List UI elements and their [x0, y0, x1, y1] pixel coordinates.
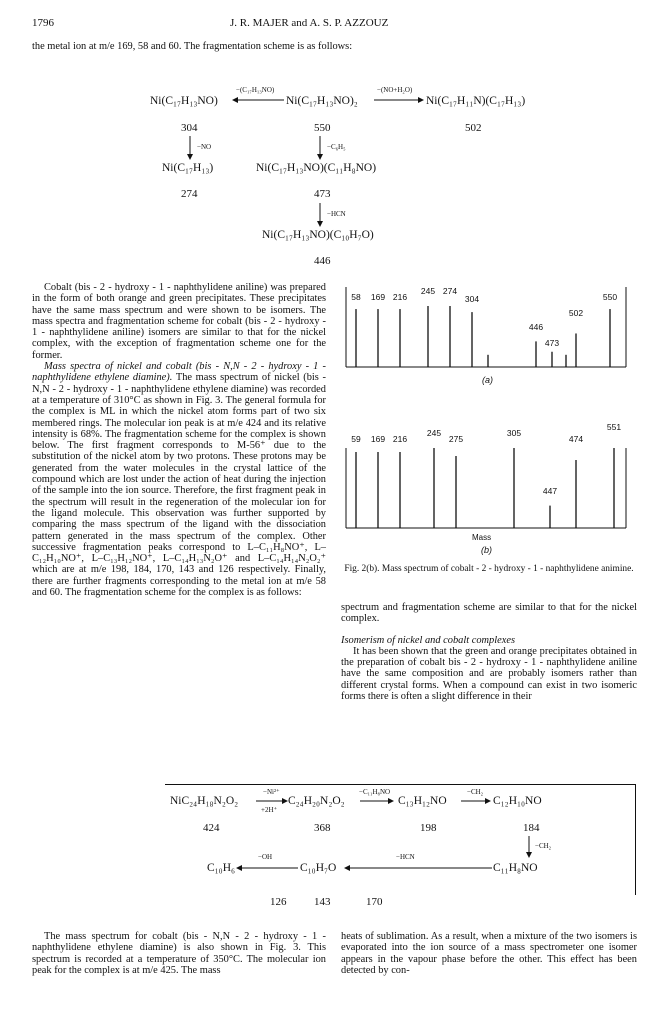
mass-spectrum-figure: [338, 280, 640, 562]
scheme2-f5: C₁₀H₆: [207, 862, 236, 874]
peak-label: 551: [606, 422, 622, 432]
section-heading-mass-spectra: Mass spectra of nickel and cobalt (bis - N,N - 2 - hydroxy - 1 - naphthylidene ethylene diamine).: [32, 361, 326, 384]
arrow-left-icon: [236, 864, 298, 872]
arrow-down-icon: [525, 836, 533, 858]
arrow-left-icon: [344, 864, 492, 872]
peak-label: 169: [370, 434, 386, 444]
peak-label: 305: [506, 428, 522, 438]
x-axis-label: Mass: [472, 533, 492, 542]
scheme2-a5: −HCN: [396, 853, 415, 861]
paragraph-isomerism: It has been shown that the green and orange precipitates obtained in the preparation of cobalt bis - 2 - hydroxy - 1 - naphthylidene aniline have the same composition and are probably isomers rather than different crystal forms. When a compound can exist in two isomeric forms there is often a slight difference in their: [341, 645, 637, 703]
mass-170: 170: [366, 896, 383, 908]
paragraph-cobalt-isomers: Cobalt (bis - 2 - hydroxy - 1 - naphthylidene aniline) was prepared in the form of both orange and green precipitates. These precipitates have the same mass spectrum and were shown to be isomers. The mass spectra and fragmentation scheme for cobalt (bis - 2 - hydroxy - 1 - naphthylidene aniline) isomers are similar to that for the nickel complex, with the exception of fragmentation scheme one for the former.: [32, 282, 326, 361]
scheme2-a1-top: −Ni²⁺: [263, 788, 280, 796]
scheme2-f3: C₁₃H₁₂NO: [398, 795, 447, 807]
mass-550: 550: [314, 122, 331, 134]
arrow-right-icon: [256, 797, 288, 805]
paragraph-nickel-spectrum: The mass spectrum of nickel (bis - N,N - 2 - hydroxy - 1 - naphthylidene ethylene diamine) was recorded at a temperature of 310°C as shown in Fig. 3. The general formula for the complex is ML in which the nickel atom forms part of two six membered rings. The molecular ion peak is at m/e 424 and its relative intensity is 68%. The fragmentation scheme for the complex is shown below. The first fragment corresponds to M-56⁺ due to the substitution of the nickel atom by two protons. These protons may be generated from the water molecules in the crystal lattice of the compound which are lost under the action of heat during the injection of the sample into the ion source. Therefore, the first fragment peak in the spectrum will result in the regeneration of the molecular ion for the ligand molecule. This observation was further supported by comparing the mass spectrum of the ligand with the dissociation pattern generated in the mass spectrum of the complex. Other successive fragmentation peaks correspond to L–C₁₁H₈NO⁺, L–C₁₂H₁₀NO⁺, L–C₁₃H₁₂NO⁺, L–C₁₄H₁₃N₂O⁺ and L–C₁₄H₁₄N₂O₂⁺ which are at m/e 198, 184, 170, 143 and 126 respectively. Finally, there are further fragments corresponding to the metal ion at m/e 58 and 60. The fragmentation scheme for the complex is as follows:: [32, 372, 326, 599]
peak-label: 474: [568, 434, 584, 444]
peak-label: 169: [370, 292, 386, 302]
peak-label: 447: [542, 486, 558, 496]
mass-304: 304: [181, 122, 198, 134]
figure-caption: Fig. 2(b). Mass spectrum of cobalt - 2 - hydroxy - 1 - naphthylidene animine.: [344, 564, 634, 574]
mass-368: 368: [314, 822, 331, 834]
scheme1-arrow2-label: −(NO+H₂O): [377, 86, 413, 94]
running-title: J. R. MAJER and A. S. P. AZZOUZ: [230, 17, 389, 29]
peak-label: 216: [392, 434, 408, 444]
scheme2-a1-bottom: +2H⁺: [261, 806, 278, 814]
peak-label: 216: [392, 292, 408, 302]
mass-184: 184: [523, 822, 540, 834]
intro-line: the metal ion at m/e 169, 58 and 60. The fragmentation scheme is as follows:: [32, 41, 353, 52]
scheme1-loss-hcn: −HCN: [327, 210, 346, 218]
arrow-left-icon: [232, 96, 284, 104]
mass-198: 198: [420, 822, 437, 834]
peak-label: 473: [544, 338, 560, 348]
scheme2-a2: −C₁₁H₈NO: [359, 788, 391, 796]
mass-143: 143: [314, 896, 331, 908]
subfigure-a-label: (a): [482, 375, 493, 385]
right-column: [341, 602, 637, 702]
scheme1-loss-no: −NO: [197, 143, 212, 151]
peak-label: 274: [442, 286, 458, 296]
peak-label: 304: [464, 294, 480, 304]
scheme1-f5: Ni(C₁₇H₁₃NO)(C₁₁H₈NO): [256, 162, 377, 174]
peak-label: 275: [448, 434, 464, 444]
scheme1-f3: Ni(C₁₇H₁₁N)(C₁₇H₁₃): [426, 95, 526, 107]
scheme2-f4: C₁₂H₁₀NO: [493, 795, 542, 807]
page-number: 1796: [32, 17, 54, 29]
mass-502: 502: [465, 122, 482, 134]
paragraph-cobalt-similar: spectrum and fragmentation scheme are similar to that for the nickel complex.: [341, 602, 637, 625]
peak-label: 502: [568, 308, 584, 318]
arrow-right-icon: [374, 96, 424, 104]
peak-label: 245: [420, 286, 436, 296]
scheme1-arrow1-label: −(C₁₇H₁₃NO): [236, 86, 275, 94]
peak-label: 550: [602, 292, 618, 302]
scheme1-f2: Ni(C₁₇H₁₃NO)₂: [286, 95, 358, 107]
peak-label: 245: [426, 428, 442, 438]
mass-274: 274: [181, 188, 198, 200]
arrow-right-icon: [360, 797, 394, 805]
scheme1-f6: Ni(C₁₇H₁₃NO)(C₁₀H₇O): [262, 229, 374, 241]
mass-424: 424: [203, 822, 220, 834]
section-heading-isomerism: Isomerism of nickel and cobalt complexes: [341, 634, 515, 646]
scheme2-f7: C₁₁H₈NO: [493, 862, 538, 874]
peak-label: 58: [351, 292, 361, 302]
scheme2-a4: −OH: [258, 853, 273, 861]
peak-label: 59: [351, 434, 361, 444]
scheme1-f4: Ni(C₁₇H₁₃): [162, 162, 214, 174]
scheme2-a3: −CH₂: [467, 788, 484, 796]
scheme2-f6: C₁₀H₇O: [300, 862, 337, 874]
scheme1-loss-c6h5: −C₆H₅: [327, 143, 346, 151]
scheme2-f2: C₂₄H₂₀N₂O₂: [288, 795, 345, 807]
arrow-down-icon: [186, 136, 194, 160]
mass-473: 473: [314, 188, 331, 200]
subfigure-b-label: (b): [481, 545, 492, 555]
scheme2-loss-ch2: −CH₂: [535, 842, 552, 850]
mass-126: 126: [270, 896, 287, 908]
left-column: [32, 282, 326, 598]
scheme1-f1: Ni(C₁₇H₁₃NO): [150, 95, 218, 107]
paragraph-cobalt-spectrum: The mass spectrum for cobalt (bis - N,N - 2 - hydroxy - 1 - naphthylidene ethylene diamine) is also shown in Fig. 3. This spectrum is recorded at a temperature of 350°C. The molecular ion peak for the complex is at m/e 425. The mass: [32, 931, 326, 976]
paragraph-sublimation: heats of sublimation. As a result, when a mixture of the two isomers is evaporated into the ion source of a mass spectrometer one isomer appears in the vapour phase before the other. This effect has been detected by con-: [341, 931, 637, 976]
mass-446: 446: [314, 255, 331, 267]
arrow-right-icon: [461, 797, 491, 805]
arrow-down-icon: [316, 203, 324, 227]
arrow-down-icon: [316, 136, 324, 160]
peak-label: 446: [528, 322, 544, 332]
scheme2-f1: NiC₂₄H₁₈N₂O₂: [170, 795, 239, 807]
